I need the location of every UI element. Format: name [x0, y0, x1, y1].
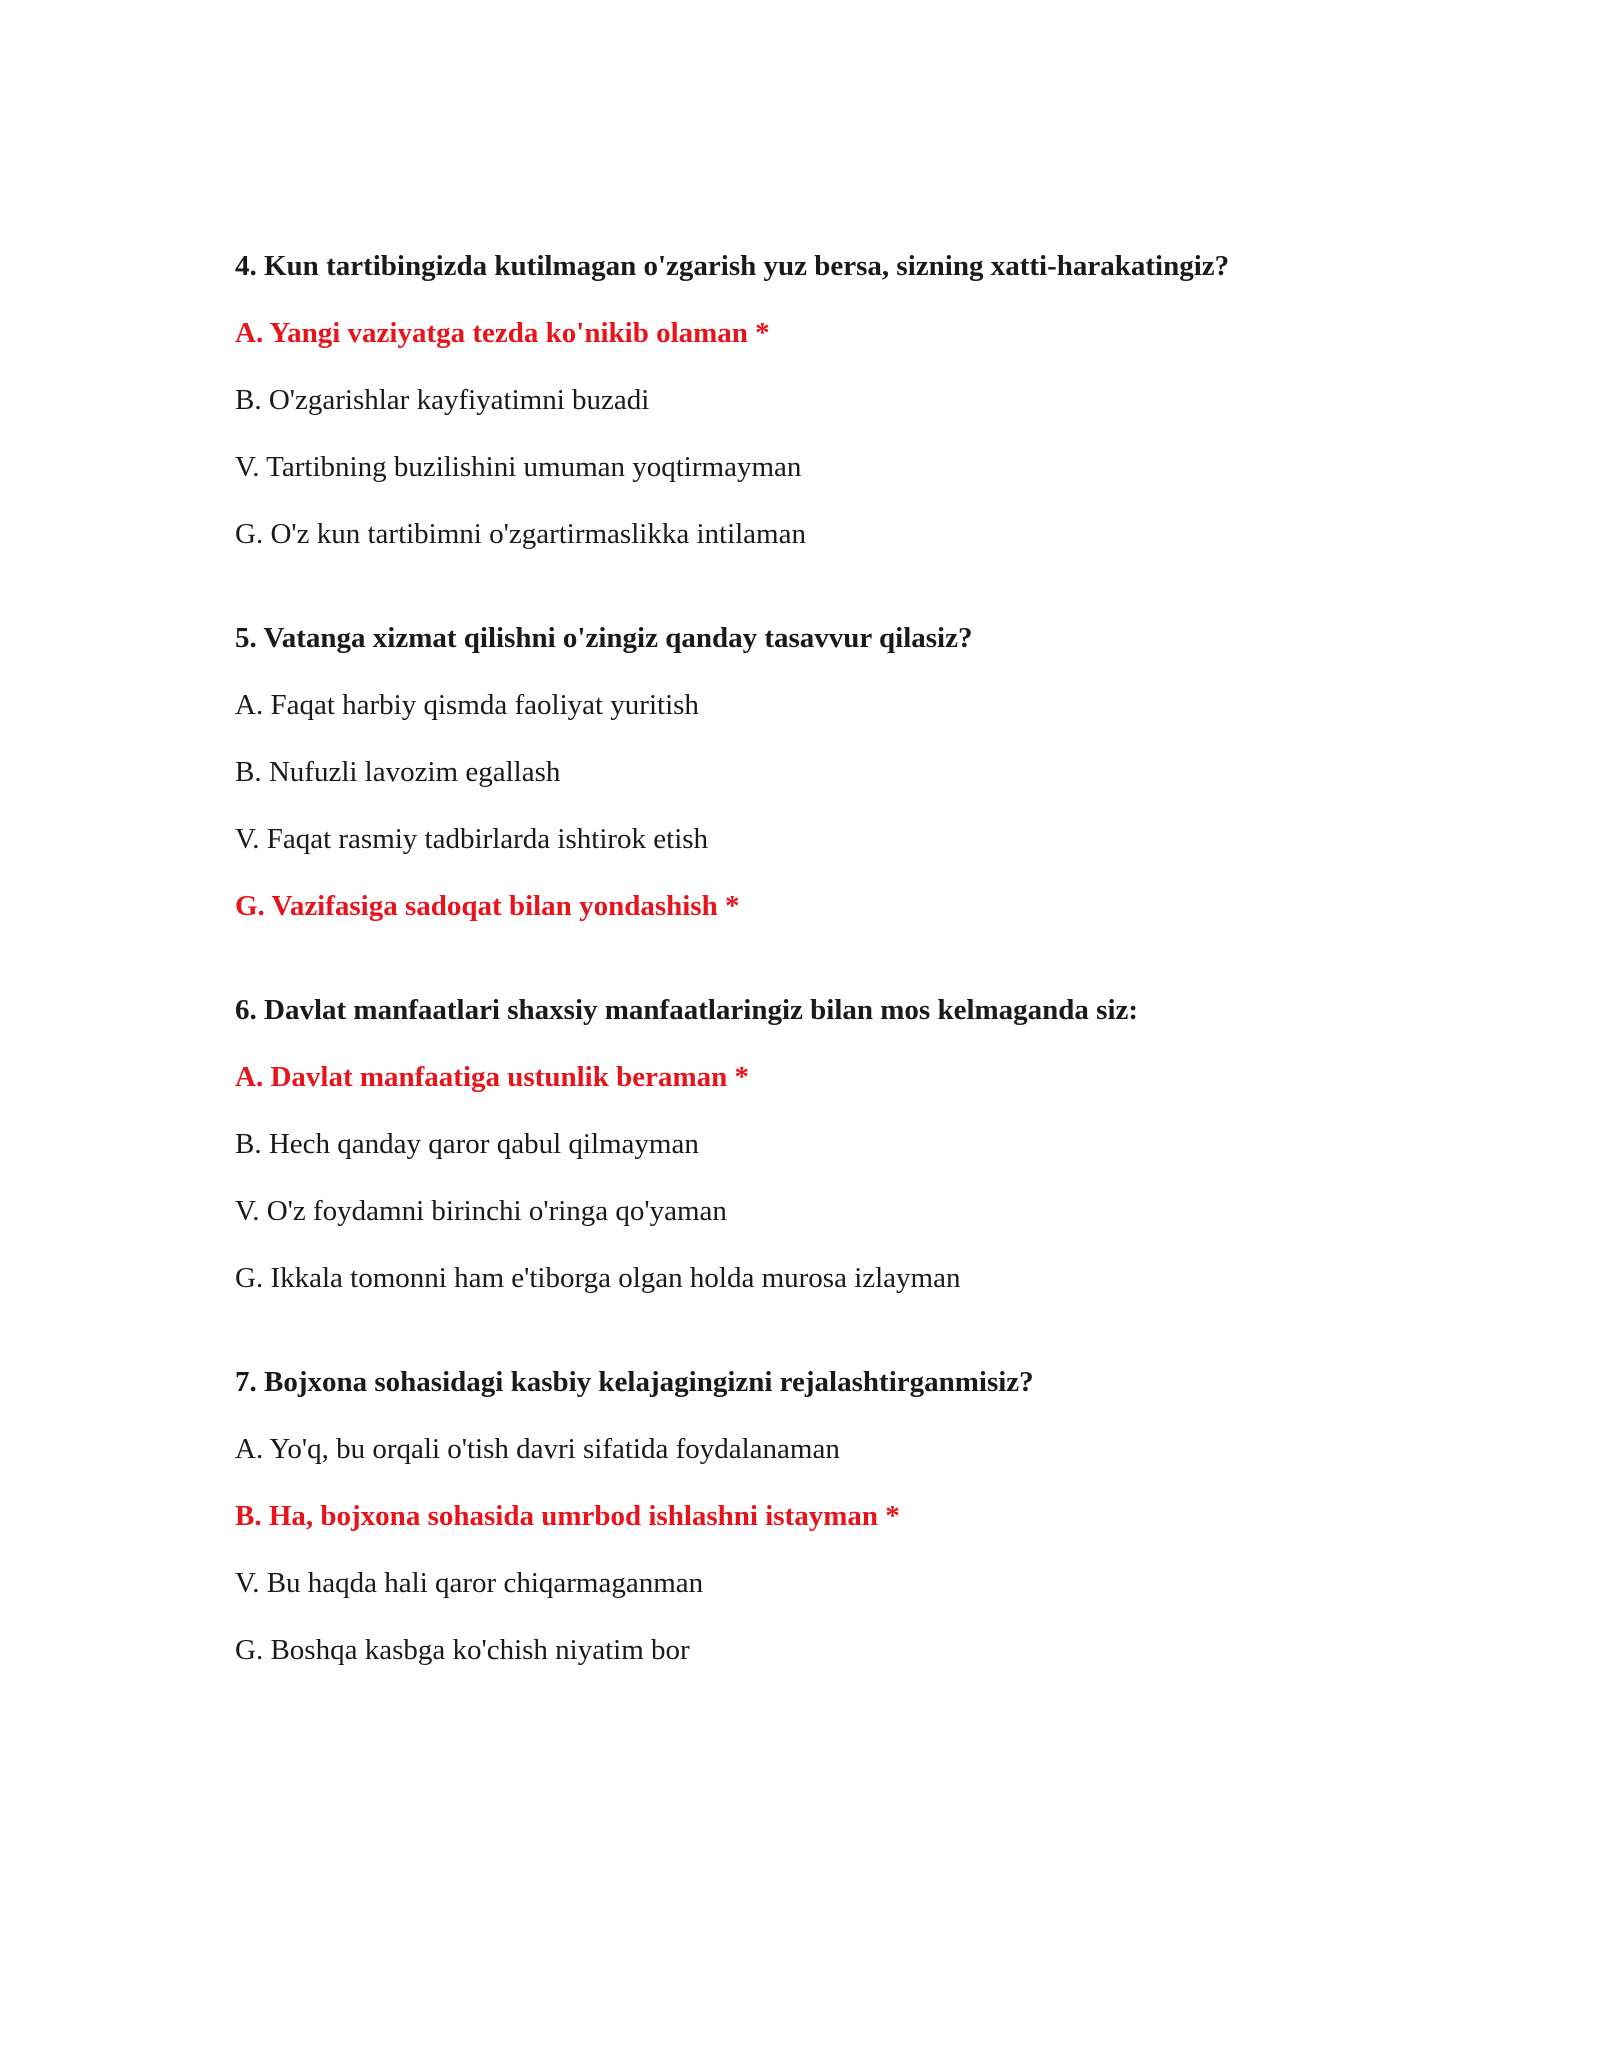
answer-option: A. Yo'q, bu orqali o'tish davri sifatida foydalanaman [235, 1433, 840, 1465]
question-block [235, 248, 1435, 552]
answer-option: G. Boshqa kasbga ko'chish niyatim bor [235, 1634, 690, 1666]
answer-option: B. Nufuzli lavozim egallash [235, 756, 561, 788]
question-title: 6. Davlat manfaatlari shaxsiy manfaatlaringiz bilan mos kelmaganda siz: [235, 994, 1139, 1026]
answer-option: V. Faqat rasmiy tadbirlarda ishtirok etish [235, 823, 709, 855]
question-block [235, 1364, 1435, 1668]
answer-option: V. Tartibning buzilishini umuman yoqtirmayman [235, 451, 802, 483]
quiz-content [235, 248, 1435, 1736]
answer-option-correct: B. Ha, bojxona sohasida umrbod ishlashni istayman * [235, 1500, 900, 1532]
answer-option: A. Faqat harbiy qismda faoliyat yuritish [235, 689, 699, 721]
answer-option: B. O'zgarishlar kayfiyatimni buzadi [235, 384, 650, 416]
question-title: 7. Bojxona sohasidagi kasbiy kelajagingizni rejalashtirganmisiz? [235, 1366, 1034, 1398]
answer-option-correct: A. Yangi vaziyatga tezda ko'nikib olaman * [235, 317, 770, 349]
answer-option: V. Bu haqda hali qaror chiqarmaganman [235, 1567, 704, 1599]
answer-option: G. O'z kun tartibimni o'zgartirmaslikka intilaman [235, 518, 806, 550]
answer-option: V. O'z foydamni birinchi o'ringa qo'yaman [235, 1195, 727, 1227]
question-block [235, 620, 1435, 924]
answer-option-correct: G. Vazifasiga sadoqat bilan yondashish * [235, 890, 740, 922]
answer-option: G. Ikkala tomonni ham e'tiborga olgan holda murosa izlayman [235, 1262, 961, 1294]
question-title: 4. Kun tartibingizda kutilmagan o'zgarish yuz bersa, sizning xatti-harakatingiz? [235, 250, 1230, 282]
question-block [235, 992, 1435, 1296]
answer-option-correct: A. Davlat manfaatiga ustunlik beraman * [235, 1061, 749, 1093]
answer-option: B. Hech qanday qaror qabul qilmayman [235, 1128, 699, 1160]
question-title: 5. Vatanga xizmat qilishni o'zingiz qanday tasavvur qilasiz? [235, 622, 973, 654]
